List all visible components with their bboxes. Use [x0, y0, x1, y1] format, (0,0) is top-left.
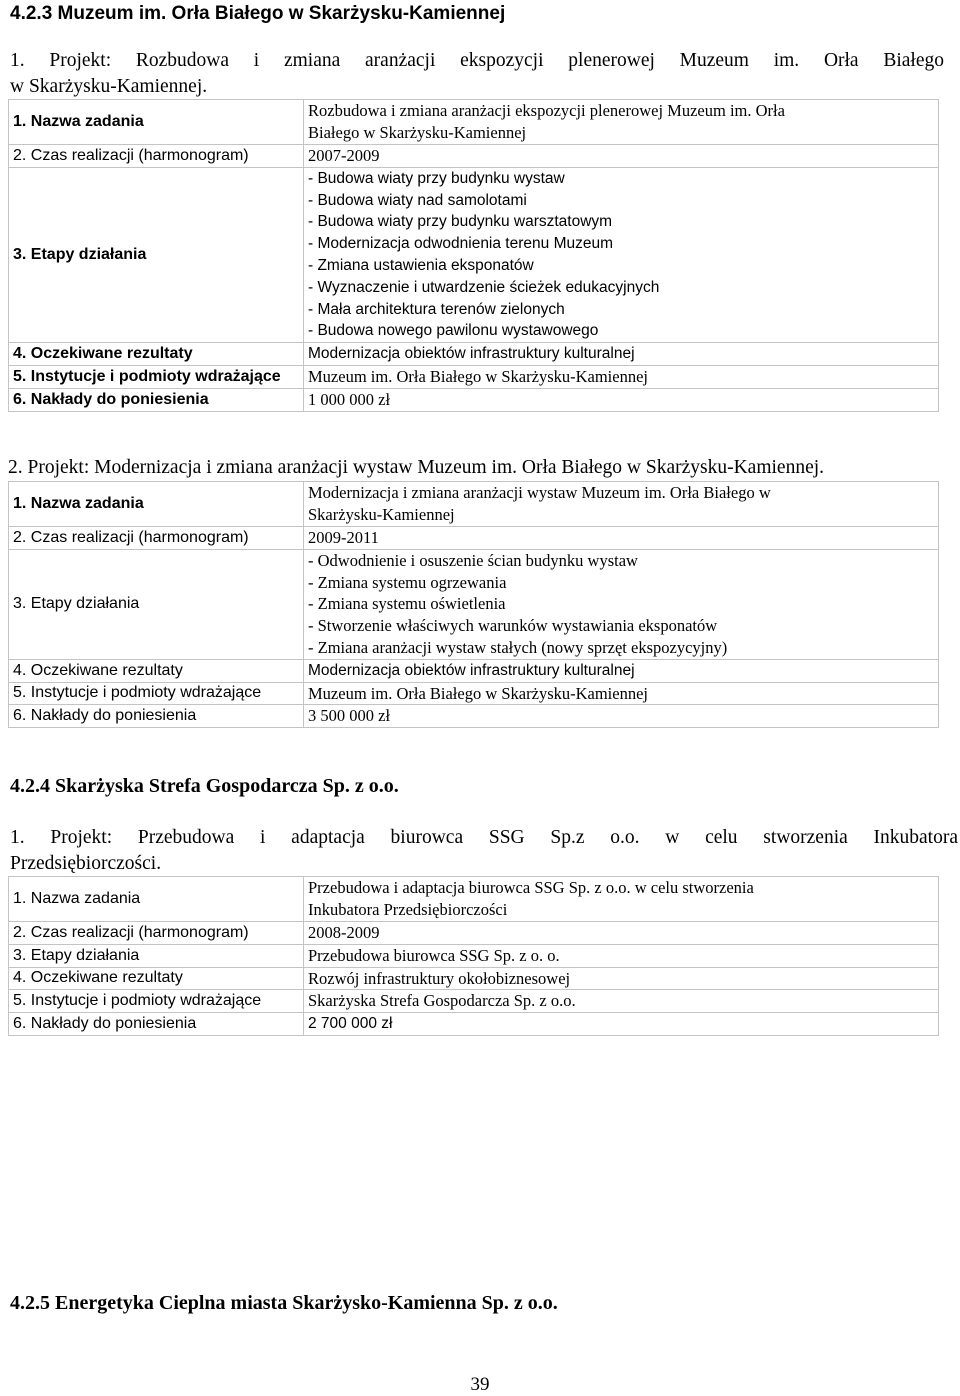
project-2-heading: 2. Projekt: Modernizacja i zmiana aranżacji wystaw Muzeum im. Orła Białego w Skarżysku-Kamiennej. [8, 457, 825, 478]
label-etapy: 3. Etapy działania [9, 549, 304, 659]
list-item: - Odwodnienie i osuszenie ścian budynku wystaw [308, 550, 638, 570]
project-3-heading-line1: 1. Projekt: Przebudowa i adaptacja biurowca SSG Sp.z o.o. w celu stworzenia Inkubatora [10, 827, 958, 848]
label-instytucje: 5. Instytucje i podmioty wdrażające [9, 365, 304, 388]
label-etapy: 3. Etapy działania [9, 944, 304, 967]
label-naklady: 6. Nakłady do poniesienia [9, 388, 304, 411]
value-instytucje: Muzeum im. Orła Białego w Skarżysku-Kamiennej [304, 365, 939, 388]
label-etapy: 3. Etapy działania [9, 167, 304, 342]
project-3-table [8, 876, 939, 1036]
value-instytucje: Skarżyska Strefa Gospodarcza Sp. z o.o. [304, 990, 939, 1013]
value-rezultaty: Rozwój infrastruktury okołobiznesowej [304, 967, 939, 990]
label-rezultaty: 4. Oczekiwane rezultaty [9, 343, 304, 366]
label-czas: 2. Czas realizacji (harmonogram) [9, 922, 304, 945]
table-row [9, 365, 939, 388]
label-nazwa: 1. Nazwa zadania [9, 100, 304, 145]
label-naklady: 6. Nakłady do poniesienia [9, 705, 304, 728]
value-naklady: 1 000 000 zł [304, 388, 939, 411]
label-nazwa: 1. Nazwa zadania [9, 482, 304, 527]
table-row [9, 100, 939, 145]
value-rezultaty: Modernizacja obiektów infrastruktury kulturalnej [304, 659, 939, 682]
list-item: - Budowa wiaty przy budynku wystaw [308, 169, 565, 187]
table-row [9, 343, 939, 366]
table-row [9, 877, 939, 922]
project-1-heading-line1: 1. Projekt: Rozbudowa i zmiana aranżacji ekspozycji plenerowej Muzeum im. Orła Białego [10, 50, 944, 71]
list-item: - Zmiana ustawienia eksponatów [308, 256, 534, 274]
value-line: Białego w Skarżysku-Kamiennej [308, 123, 527, 142]
list-item: - Modernizacja odwodnienia terenu Muzeum [308, 235, 613, 253]
project-1-table [8, 99, 939, 412]
table-row [9, 1013, 939, 1036]
value-line: Rozbudowa i zmiana aranżacji ekspozycji plenerowej Muzeum im. Orła [308, 101, 785, 121]
table-row [9, 967, 939, 990]
value-line: Przebudowa i adaptacja biurowca SSG Sp. z o.o. w celu stworzenia [308, 878, 754, 898]
section-heading-423: 4.2.3 Muzeum im. Orła Białego w Skarżysku-Kamiennej [10, 3, 506, 24]
value-etapy [304, 167, 939, 342]
list-item: - Mała architektura terenów zielonych [308, 300, 565, 318]
label-rezultaty: 4. Oczekiwane rezultaty [9, 967, 304, 990]
project-2-table [8, 481, 939, 728]
table-row [9, 527, 939, 550]
table-row [9, 549, 939, 659]
value-czas: 2007-2009 [304, 145, 939, 168]
value-naklady: 2 700 000 zł [304, 1013, 939, 1036]
list-item: - Zmiana aranżacji wystaw stałych (nowy sprzęt ekspozycyjny) [308, 637, 728, 657]
label-czas: 2. Czas realizacji (harmonogram) [9, 145, 304, 168]
value-czas: 2009-2011 [304, 527, 939, 550]
value-nazwa [304, 100, 939, 145]
section-heading-425: 4.2.5 Energetyka Cieplna miasta Skarżysko-Kamienna Sp. z o.o. [10, 1292, 558, 1314]
value-etapy: Przebudowa biurowca SSG Sp. z o. o. [304, 944, 939, 967]
table-row [9, 990, 939, 1013]
value-czas: 2008-2009 [304, 922, 939, 945]
list-item: - Zmiana systemu ogrzewania [308, 572, 507, 592]
list-item: - Wyznaczenie i utwardzenie ścieżek edukacyjnych [308, 278, 660, 296]
list-item: - Budowa wiaty nad samolotami [308, 191, 527, 209]
table-row [9, 482, 939, 527]
table-row [9, 944, 939, 967]
table-row [9, 682, 939, 705]
value-rezultaty: Modernizacja obiektów infrastruktury kulturalnej [304, 343, 939, 366]
table-row [9, 922, 939, 945]
value-line: Skarżysku-Kamiennej [308, 505, 455, 524]
label-rezultaty: 4. Oczekiwane rezultaty [9, 659, 304, 682]
section-heading-424: 4.2.4 Skarżyska Strefa Gospodarcza Sp. z o.o. [10, 775, 399, 797]
value-line: Modernizacja i zmiana aranżacji wystaw Muzeum im. Orła Białego w [308, 483, 771, 503]
table-row [9, 705, 939, 728]
value-naklady: 3 500 000 zł [304, 705, 939, 728]
table-row [9, 167, 939, 342]
table-row [9, 145, 939, 168]
label-instytucje: 5. Instytucje i podmioty wdrażające [9, 990, 304, 1013]
project-3-heading-line2: Przedsiębiorczości. [10, 853, 162, 874]
table-row [9, 659, 939, 682]
value-instytucje: Muzeum im. Orła Białego w Skarżysku-Kamiennej [304, 682, 939, 705]
value-nazwa [304, 482, 939, 527]
project-1-heading-line2: w Skarżysku-Kamiennej. [10, 76, 208, 97]
value-etapy [304, 549, 939, 659]
list-item: - Budowa wiaty przy budynku warsztatowym [308, 213, 613, 231]
label-naklady: 6. Nakłady do poniesienia [9, 1013, 304, 1036]
value-line: Inkubatora Przedsiębiorczości [308, 900, 508, 919]
page-number: 39 [470, 1374, 490, 1395]
table-row [9, 388, 939, 411]
label-nazwa: 1. Nazwa zadania [9, 877, 304, 922]
list-item: - Zmiana systemu oświetlenia [308, 594, 506, 614]
list-item: - Stworzenie właściwych warunków wystawiania eksponatów [308, 616, 718, 636]
label-instytucje: 5. Instytucje i podmioty wdrażające [9, 682, 304, 705]
label-czas: 2. Czas realizacji (harmonogram) [9, 527, 304, 550]
value-nazwa [304, 877, 939, 922]
list-item: - Budowa nowego pawilonu wystawowego [308, 322, 599, 340]
